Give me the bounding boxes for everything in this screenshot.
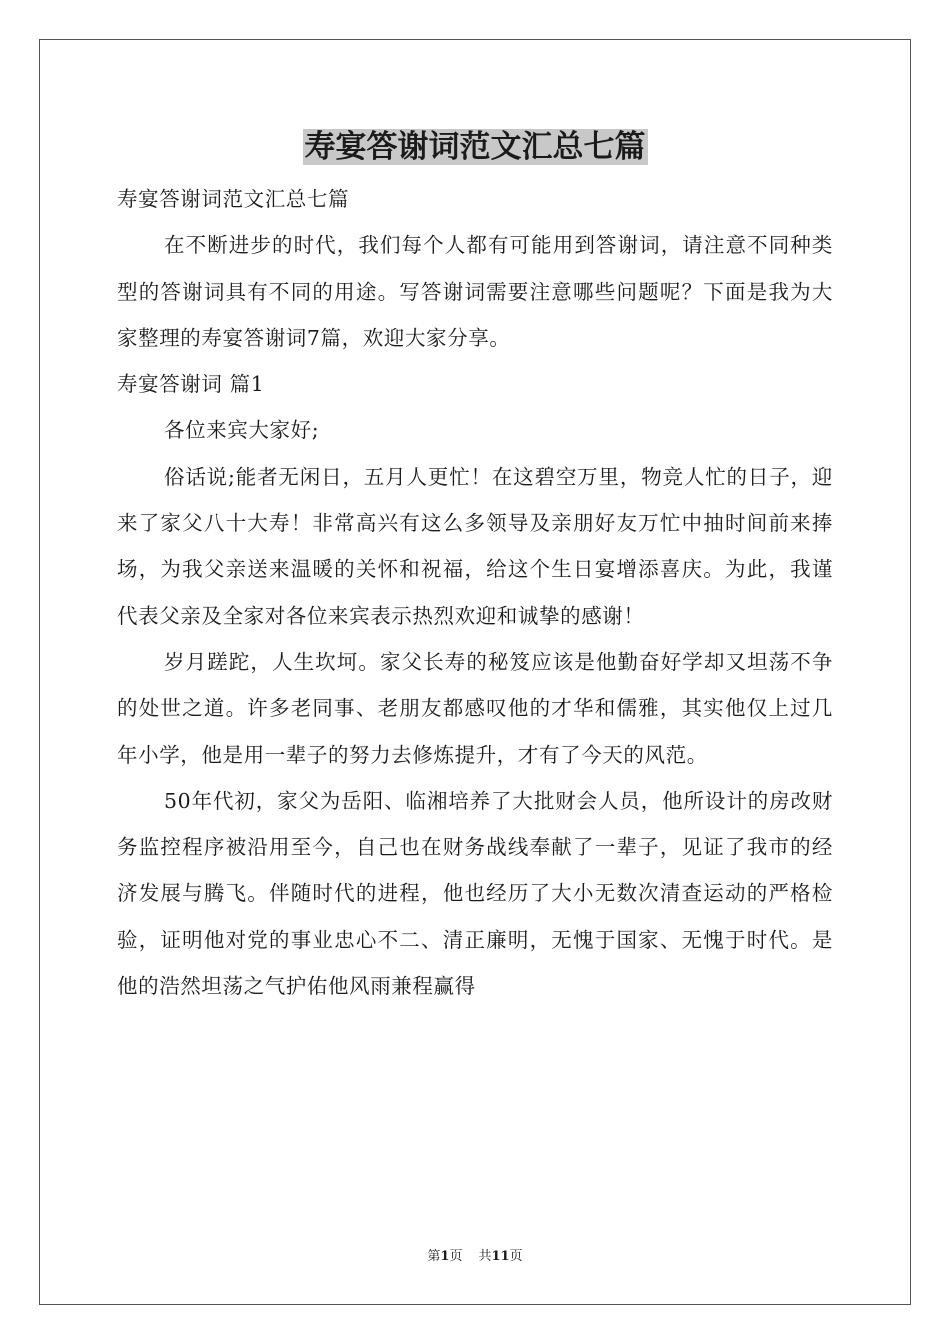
- page-suffix: 页: [449, 1249, 463, 1264]
- document-title-text: 寿宴答谢词范文汇总七篇: [304, 129, 646, 165]
- paragraph-body: 俗话说;能者无闲日，五月人更忙！在这碧空万里，物竞人忙的日子，迎来了家父八十大寿！非常高兴有这么多领导及亲朋好友万忙中抽时间前来捧场，为我父亲送来温暖的关怀和祝福，给这个生日宴增添喜庆。为此，我谨代表父亲及全家对各位来宾表示热烈欢迎和诚挚的感谢！: [117, 464, 833, 628]
- page-prefix: 第: [427, 1249, 441, 1264]
- paragraph-subtitle: 寿宴答谢词范文汇总七篇: [117, 187, 350, 211]
- page-number: 1: [440, 1249, 450, 1264]
- paragraph-body: 岁月蹉跎，人生坎坷。家父长寿的秘笈应该是他勤奋好学却又坦荡不争的处世之道。许多老同事、老朋友都感叹他的才华和儒雅，其实他仅上过几年小学，他是用一辈子的努力去修炼提升，才有了今天的风范。: [117, 649, 833, 767]
- paragraph-intro: 在不断进步的时代，我们每个人都有可能用到答谢词，请注意不同种类型的答谢词具有不同的用途。写答谢词需要注意哪些问题呢？下面是我为大家整理的寿宴答谢词7篇，欢迎大家分享。: [117, 233, 833, 350]
- paragraph-greeting: 各位来宾大家好;: [164, 418, 320, 443]
- page-footer: [0, 1248, 950, 1266]
- section-heading: 寿宴答谢词 篇1: [117, 372, 265, 397]
- total-prefix: 共: [478, 1249, 492, 1264]
- document-title: [0, 124, 950, 170]
- total-suffix: 页: [509, 1249, 523, 1264]
- document-body: [117, 176, 833, 1009]
- total-pages: 11: [491, 1249, 510, 1264]
- paragraph-body: 50年代初，家父为岳阳、临湘培养了大批财会人员，他所设计的房改财务监控程序被沿用至今，自己也在财务战线奉献了一辈子，见证了我市的经济发展与腾飞。伴随时代的进程，他也经历了大小无数次清查运动的严格检验，证明他对党的事业忠心不二、清正廉明，无愧于国家、无愧于时代。是他的浩然坦荡之气护佑他风雨兼程赢得: [117, 788, 833, 999]
